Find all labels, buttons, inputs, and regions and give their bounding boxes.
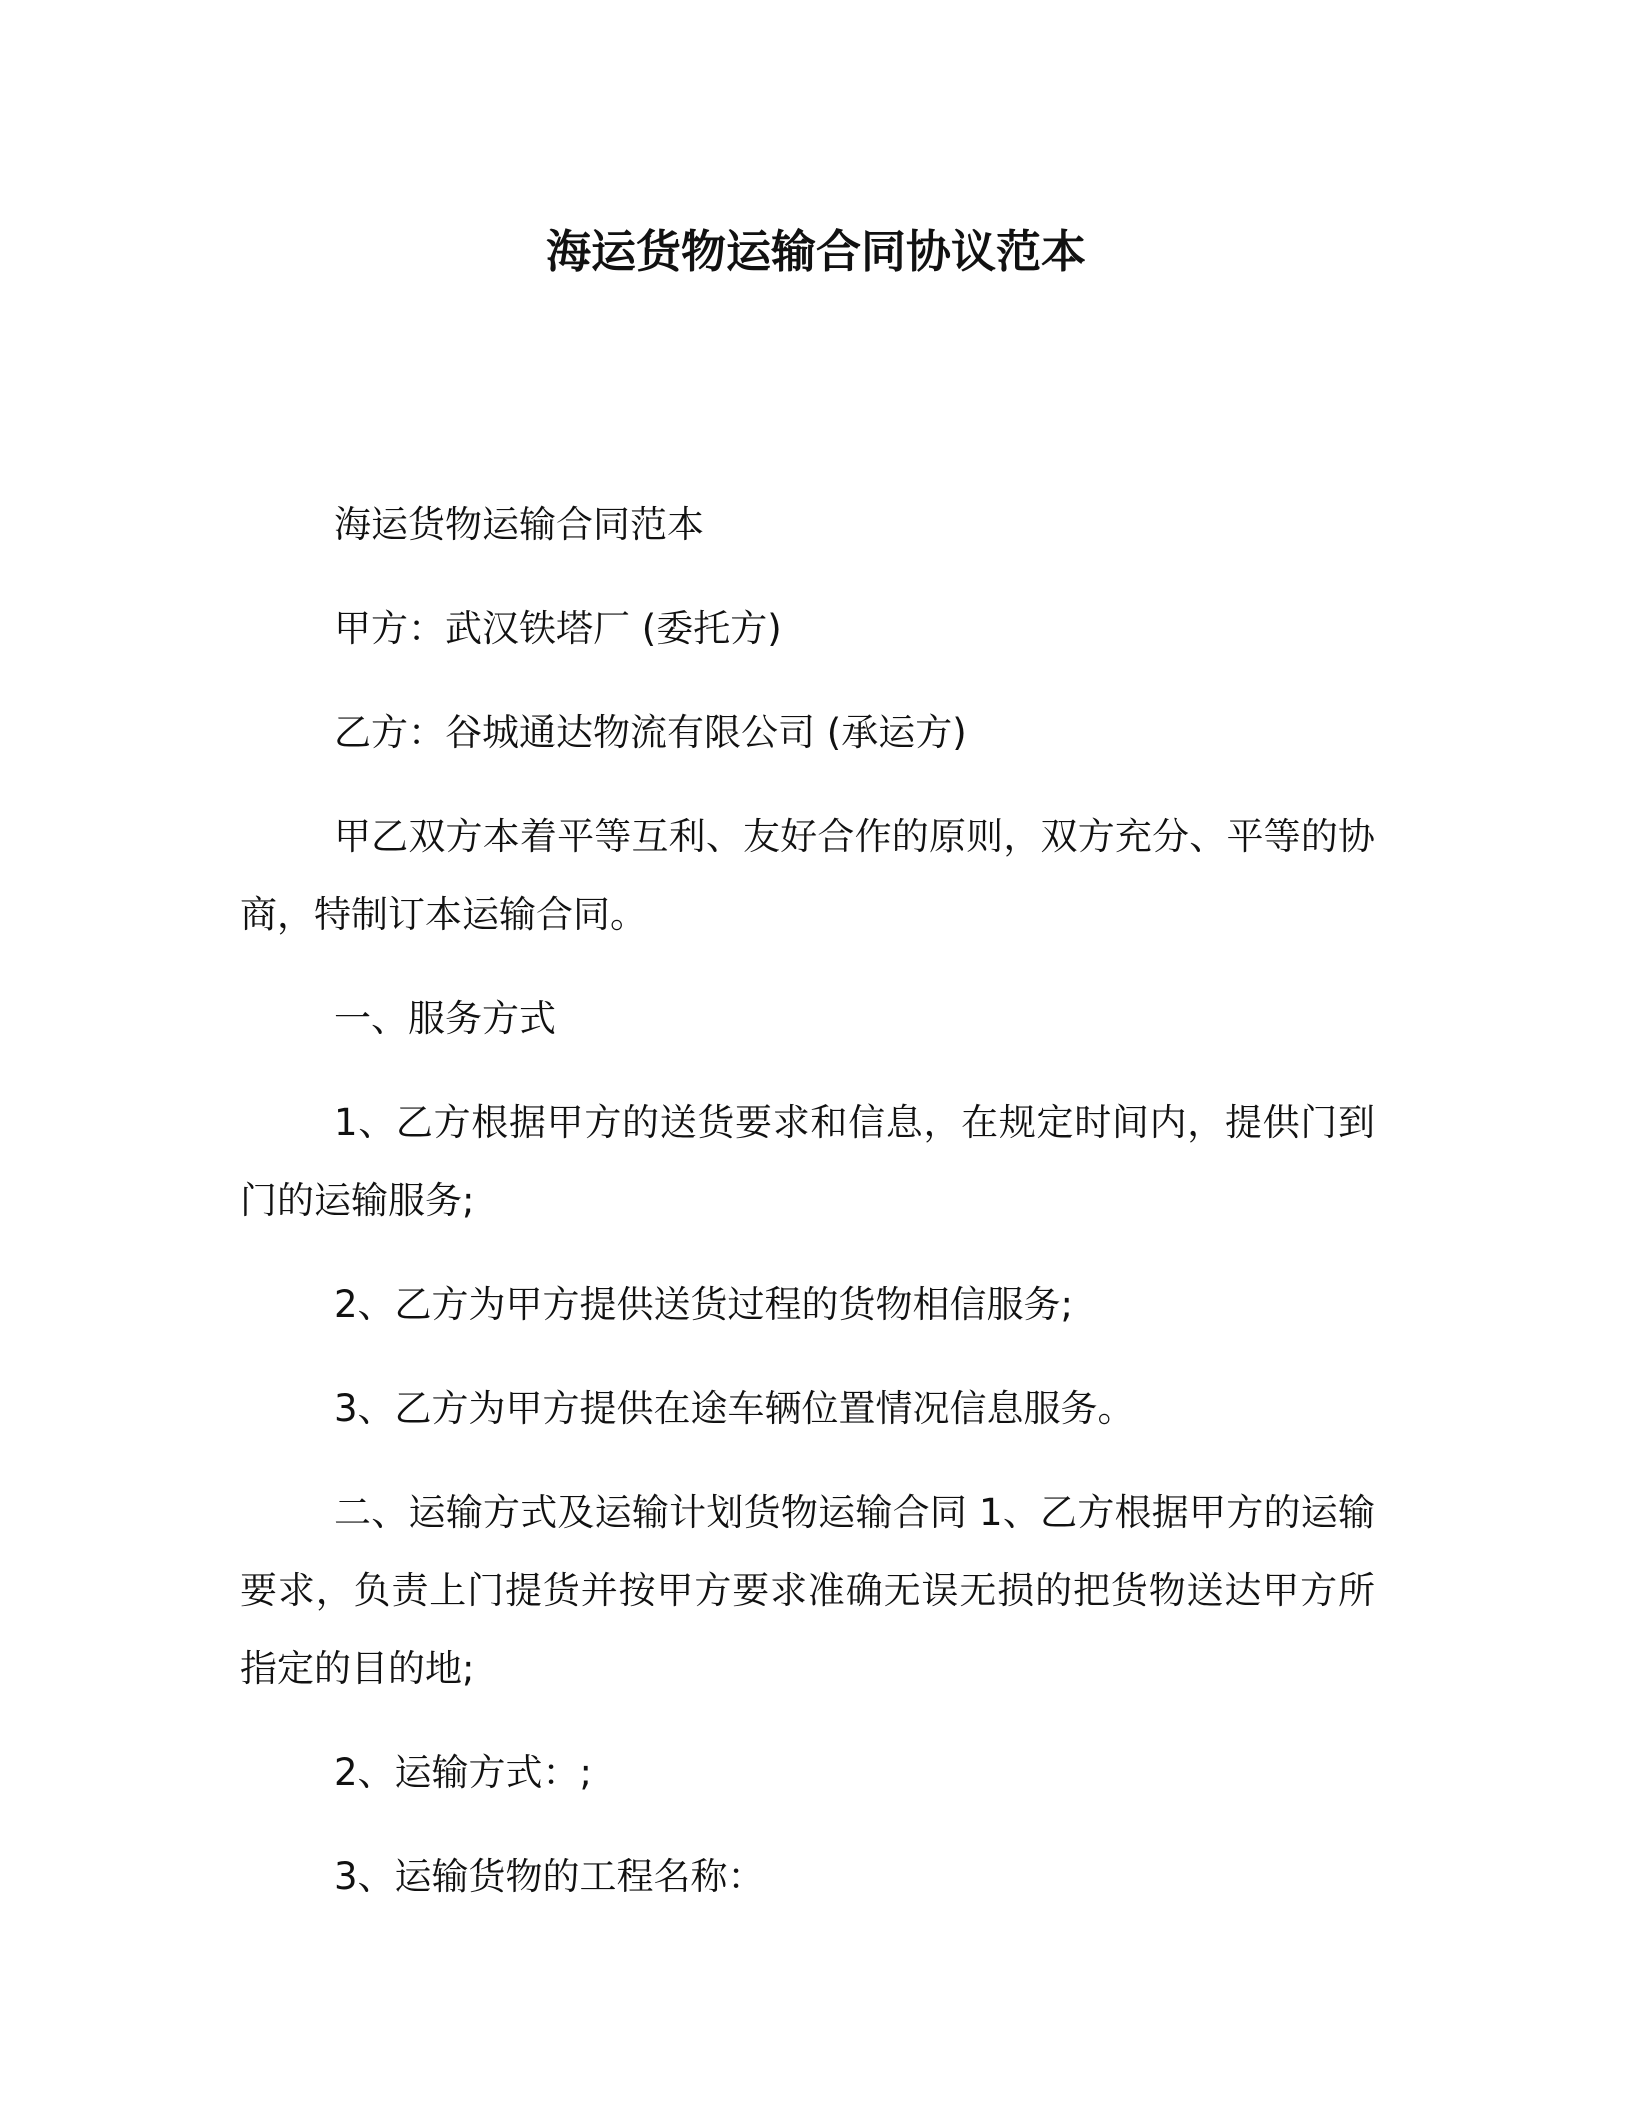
- party-b-line: 乙方：谷城通达物流有限公司 (承运方): [334, 711, 967, 754]
- section-transport-heading: 二、运输方式及运输计划货物运输合同 1、乙方根据甲方的运输要求，负责上门提货并按甲方要求准确无误无损的把货物送达甲方所指定的目的地;: [240, 1491, 1375, 1690]
- transport-item-3: 3、运输货物的工程名称：: [334, 1855, 765, 1898]
- document-title: 海运货物运输合同协议范本: [545, 225, 1086, 278]
- party-a-line: 甲方：武汉铁塔厂 (委托方): [334, 607, 782, 650]
- service-item-3: 3、乙方为甲方提供在途车辆位置情况信息服务。: [334, 1387, 1135, 1430]
- service-item-2: 2、乙方为甲方提供送货过程的货物相信服务;: [334, 1283, 1074, 1326]
- document-body: [240, 486, 1375, 1942]
- transport-item-2: 2、运输方式：;: [334, 1751, 593, 1794]
- contract-preamble: 甲乙双方本着平等互利、友好合作的原则，双方充分、平等的协商，特制订本运输合同。: [240, 815, 1375, 936]
- service-item-1: 1、乙方根据甲方的送货要求和信息，在规定时间内，提供门到门的运输服务;: [240, 1101, 1375, 1222]
- contract-heading: 海运货物运输合同范本: [334, 503, 704, 546]
- section-service-heading: 一、服务方式: [334, 997, 556, 1040]
